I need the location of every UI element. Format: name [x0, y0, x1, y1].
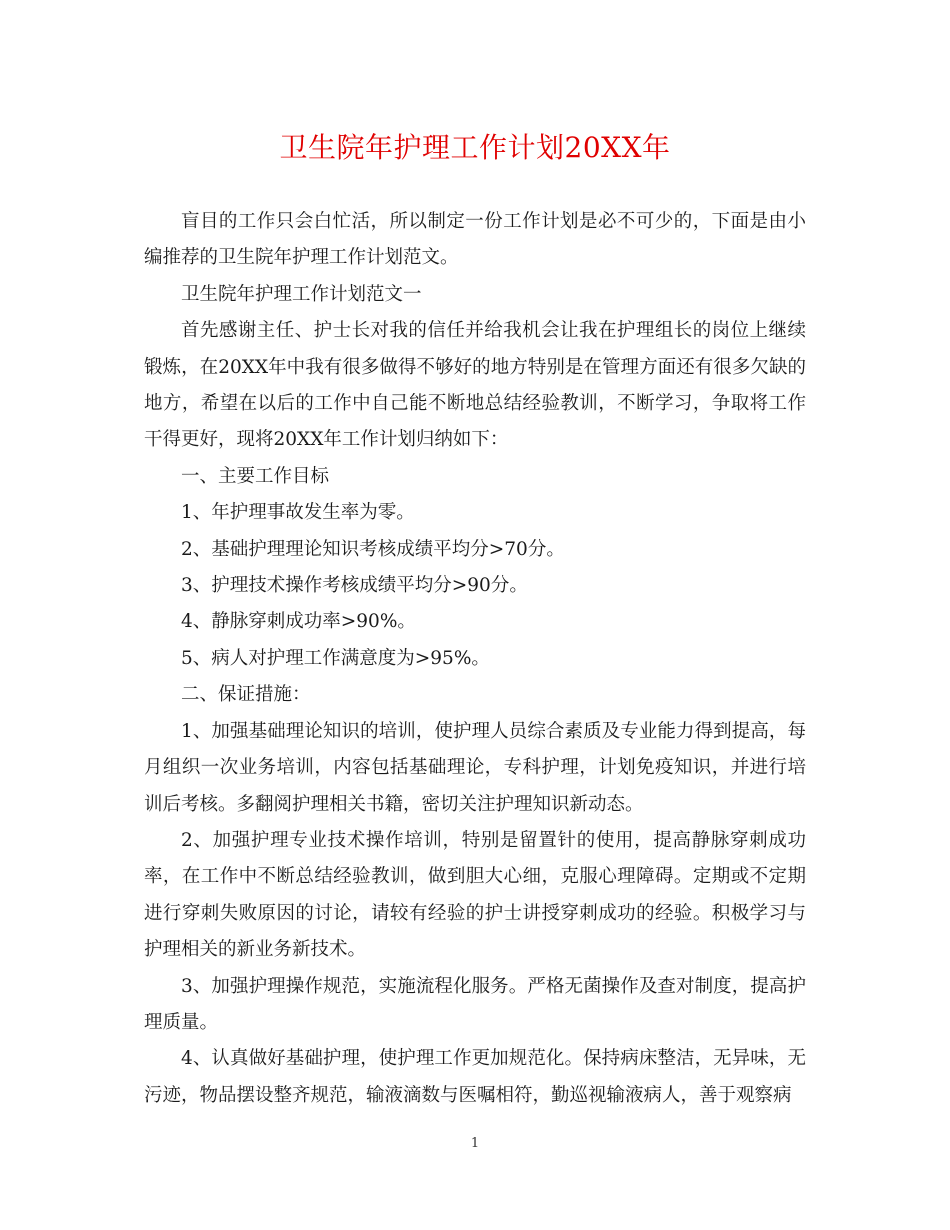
body-paragraph: 首先感谢主任、护士长对我的信任并给我机会让我在护理组长的岗位上继续锻炼，在20XX年中我有很多做得不够好的地方特别是在管理方面还有很多欠缺的地方，希望在以后的工作中自己能不断地总结经验教训，不断学习，争取将工作干得更好，现将20XX年工作计划归纳如下：	[144, 320, 806, 451]
list-item: 4、认真做好基础护理，使护理工作更加规范化。保持病床整洁，无异味，无污迹，物品摆设整齐规范，输液滴数与医嘱相符，勤巡视输液病人，善于观察病	[144, 1048, 806, 1106]
body-paragraph: 卫生院年护理工作计划范文一	[181, 283, 422, 305]
list-item: 1、加强基础理论知识的培训，使护理人员综合素质及专业能力得到提高，每月组织一次业务培训，内容包括基础理论，专科护理，计划免疫知识，并进行培训后考核。多翻阅护理相关书籍，密切关注护理知识新动态。	[144, 720, 806, 815]
list-item: 2、加强护理专业技术操作培训，特别是留置针的使用，提高静脉穿刺成功率，在工作中不断总结经验教训，做到胆大心细，克服心理障碍。定期或不定期进行穿刺失败原因的讨论，请较有经验的护士讲授穿刺成功的经验。积极学习与护理相关的新业务新技术。	[144, 829, 806, 961]
section-heading: 一、主要工作目标	[181, 465, 330, 487]
list-item: 1、年护理事故发生率为零。	[181, 502, 415, 524]
list-item: 5、病人对护理工作满意度为>95%。	[181, 647, 490, 669]
list-item: 2、基础护理理论知识考核成绩平均分>70分。	[181, 538, 565, 560]
list-item: 4、静脉穿刺成功率>90%。	[181, 611, 416, 633]
page-number: 1	[470, 1136, 480, 1151]
section-heading: 二、保证措施：	[181, 684, 311, 706]
list-item: 3、加强护理操作规范，实施流程化服务。严格无菌操作及查对制度，提高护理质量。	[144, 975, 806, 1033]
document-body	[144, 204, 806, 1114]
body-paragraph: 盲目的工作只会白忙活，所以制定一份工作计划是必不可少的，下面是由小编推荐的卫生院年护理工作计划范文。	[144, 211, 806, 269]
list-item: 3、护理技术操作考核成绩平均分>90分。	[181, 575, 528, 597]
document-title: 卫生院年护理工作计划20XX年	[279, 131, 671, 164]
